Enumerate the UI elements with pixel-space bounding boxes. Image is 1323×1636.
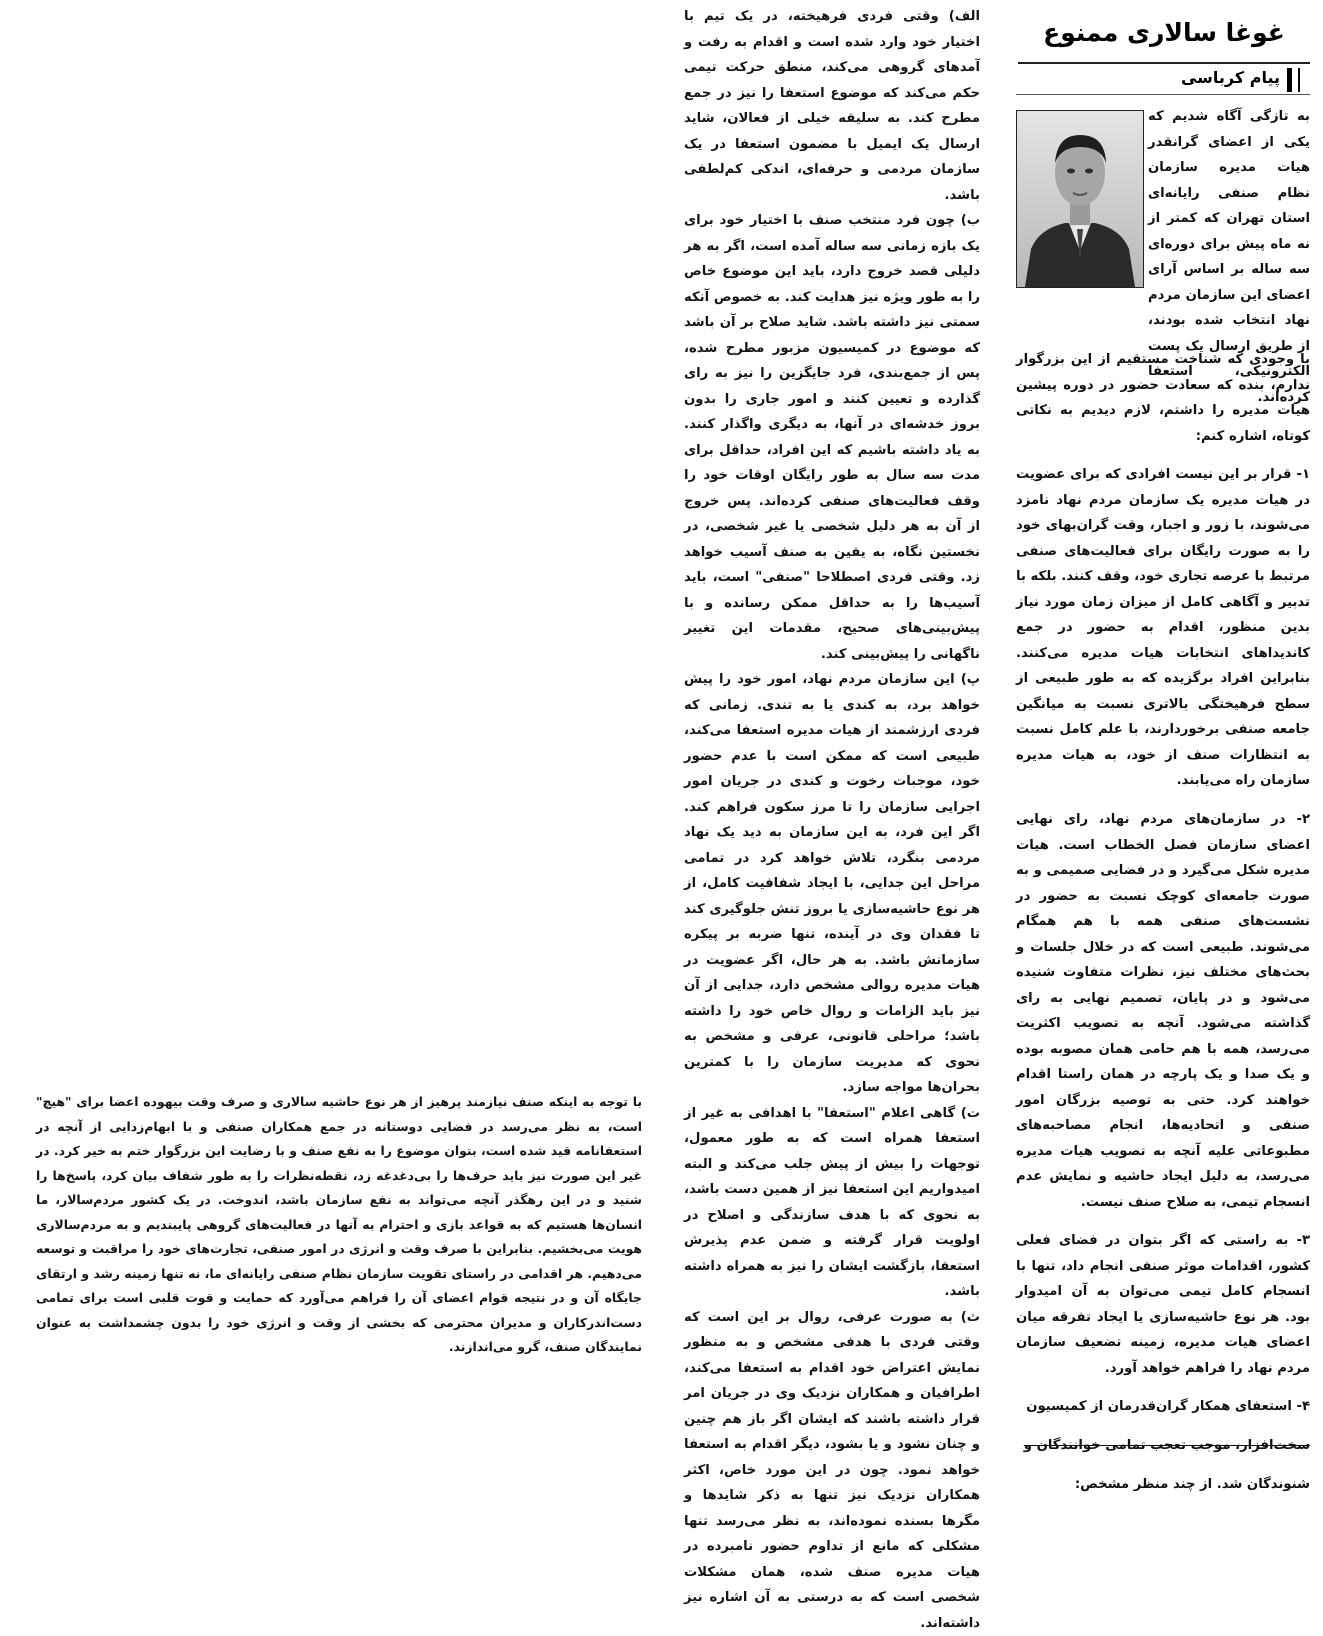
author-portrait-image [1017,111,1143,287]
article-headline: غوغا سالاری ممنوع [1016,18,1312,47]
author-byline: پیام کرباسی [1181,68,1280,87]
right-paragraph: ۴- استعفای همکار گران‌قدرمان از کمیسیون [1016,1394,1310,1420]
middle-column [684,4,980,1636]
middle-paragraph: ب) چون فرد منتخب صنف با اختیار خود برای یک بازه زمانی سه ساله آمده است، اگر به هر دلیلی قصد خروج دارد، باید این موضوع خاص را به طور ویژه نیز هدایت کند. به خصوص آنکه سمتی نیز داشته باشد. شاید صلاح بر آن باشد که موضوع در کمیسیون مزبور مطرح شده، پس از جمع‌بندی، فرد جایگزین را نیز به رای گذارده و تعیین کنند و امور جاری را بدون بروز خدشه‌ای در آنها، به دیگری واگذار کنند. به یاد داشته باشیم که این افراد، حداقل برای مدت سه سال به طور رایگان اوقات خود را وقف فعالیت‌های صنفی کرده‌اند. پس خروج از آن به هر دلیل شخصی یا غیر شخصی، در نخستین نگاه، به یقین به صنف آسیب خواهد زد. وقتی فردی اصطلاحا "صنفی" است، باید آسیب‌ها را به حداقل ممکن رسانده و با پیش‌بینی‌های صحیح، مقدمات این تغییر ناگهانی را پیش‌بینی کند. [684,208,980,667]
bottom-paragraph: با توجه به اینکه صنف نیازمند پرهیز از هر نوع حاشیه سالاری و صرف وقت بیهوده اعضا برای "هیچ" است، به نظر می‌رسد در فضایی دوستانه در جمع همکاران صنفی و با ابهام‌زدایی از آنچه در استعفانامه قید شده است، بتوان موضوع را به نفع صنف و با رضایت این بزرگوار ختم به خیر کرد. در غیر این صورت نیز باید حرف‌ها را بی‌دغدغه زد، نقطه‌نظرات را به طور شفاف بیان کرد، پاسخ‌ها را شنید و در این رهگذر آنچه می‌تواند به نفع سازمان باشد، اندوخت. در یک کشور مردم‌سالار، ما انسان‌ها هستیم که به قواعد بازی و احترام به آنها در فعالیت‌های گروهی پایبندیم و به مردم‌سالاری هویت می‌بخشیم. بنابراین با صرف وقت و انرژی در امور صنفی، تجارت‌های خود را مراقبت و توسعه می‌دهیم. هر اقدامی در راستای تقویت سازمان نظام صنفی رایانه‌ای ما، نه تنها زمینه رشد و ارتقای جایگاه آن و در نتیجه قوام اعضای آن را فراهم می‌آورد که حمایت و قوت قلبی است برای تمامی دست‌اندرکاران و مدیران محترمی که بخشی از وقت و انرژی خود را بدون چشمداشت به عنوان نمایندگان صنف، گرو می‌اندازند. [36,1090,642,1360]
right-paragraph: ۲- در سازمان‌های مردم نهاد، رای نهایی اعضای سازمان فصل الخطاب است. هیات مدیره شکل می‌گیرد و در فضایی صمیمی و به صورت جامعه‌ای کوچک نسبت به حضور در نشست‌های صنفی همه با هم همگام می‌شوند. طبیعی است که در خلال جلسات و بحث‌های مختلف نیز، نظرات متفاوت شنیده می‌شود و در پایان، تصمیم نهایی به رای گذاشته می‌شود. آنچه به تصویب اکثریت می‌رسد، همه با هم حامی همان مصوبه بوده و یک صدا و یک پارچه در همان راستا اقدام خواهند کرد. حتی به توصیه بزرگان امور صنفی و اتحادیه‌ها، انجام مصاحبه‌های مطبوعاتی علیه آنچه به تصویب هیات مدیره می‌رسد، به دلیل ایجاد حاشیه و نمایش عدم انسجام تیمی، به صلاح صنف نیست. [1016,807,1310,1215]
bottom-column [36,1090,642,1360]
article-intro: به تازگی آگاه شدیم که یکی از اعضای گرانقدر هیات مدیره سازمان نظام صنفی رایانه‌ای استان تهران که کمتر از نه ماه پیش برای دوره‌ای سه ساله بر اساس آرای اعضای این سازمان مردم نهاد انتخاب شده بودند، از طریق ارسال یک پست الکترونیکی، استعفا کرده‌اند. [1148,104,1310,410]
middle-paragraph: پ) این سازمان مردم نهاد، امور خود را پیش خواهد برد، به کندی یا به تندی. زمانی که فردی ارزشمند از هیات مدیره استعفا می‌کند، طبیعی است که ممکن است با عدم حضور خود، موجبات رخوت و کندی در جریان امور اجرایی سازمان را تا مرز سکون فراهم کند. اگر این فرد، به این سازمان به دید یک نهاد مردمی بنگرد، تلاش خواهد کرد در تمامی مراحل این جدایی، با ایجاد شفافیت کامل، از هر نوع حاشیه‌سازی یا بروز تنش جلوگیری کند تا فقدان وی در آینده، تنها ضربه بر پیکره سازمانش باشد. به هر حال، اگر عضویت در هیات مدیره روالی مشخص دارد، جدایی از آن نیز باید الزامات و روال خاص خود را داشته باشد؛ مراحلی قانونی، عرفی و مشخص به نحوی که مدیریت سازمان را با کمترین بحران‌ها مواجه سازد. [684,667,980,1101]
right-paragraph-tail: شنوندگان شد. از چند منظر مشخص: [1016,1472,1310,1498]
middle-paragraph: ت) گاهی اعلام "استعفا" با اهدافی به غیر از استعفا همراه است که به طور معمول، توجهات را بیش از پیش جلب می‌کند و البته امیدواریم این استعفا نیز از همین دست باشد، به نحوی که با هدف سازندگی و اصلاح در اولویت قرار گرفته و ضمن عدم پذیرش استعفا، بازگشت ایشان را نیز به همراه داشته باشد. [684,1101,980,1305]
middle-paragraph: ث) به صورت عرفی، روال بر این است که وقتی فردی با هدفی مشخص و به منظور نمایش اعتراض خود اقدام به استعفا می‌کند، اطرافیان و همکاران نزدیک وی در جریان امر قرار داشته باشند که ایشان اگر باز هم چنین و چنان نشود و یا بشود، دیگر اقدام به استعفا خواهد نمود. چون در این مورد خاص، اکثر همکاران نزدیک نیز تنها به ذکر شایدها و مگرها بسنده نموده‌اند، به نظر می‌رسد تنها مشکلی که مانع از تداوم حضور نامبرده در هیات مدیره صنف شده، همان مشکلات شخصی است که به درستی به آن اشاره نیز داشته‌اند. [684,1305,980,1636]
right-paragraph-struck: سخت‌افزار، موجب تعجب تمامی خوانندگان و [1016,1433,1310,1459]
byline-box [1016,64,1310,95]
right-paragraph: ۳- به راستی که اگر بتوان در فضای فعلی کشور، اقدامات موثر صنفی انجام داد، تنها با انسجام کامل تیمی می‌توان به آن امیدوار بود. هر نوع حاشیه‌سازی یا ایجاد تفرقه میان اعضای هیات مدیره، زمینه تضعیف سازمان مردم نهاد را فراهم خواهد آورد. [1016,1228,1310,1381]
middle-paragraph: الف) وقتی فردی فرهیخته، در یک تیم با اختیار خود وارد شده است و اقدام به رفت و آمدهای گروهی می‌کند، منطق حرکت تیمی حکم می‌کند که موضوع استعفا را نیز در جمع مطرح کند. به سلیقه خیلی از فعالان، شاید ارسال یک ایمیل با مضمون استعفا در یک سازمان مردمی و حرفه‌ای، اندکی کم‌لطفی باشد. [684,4,980,208]
right-paragraph: با وجودی که شناخت مستقیم از این بزرگوار ندارم، بنده که سعادت حضور در دوره پیشین هیات مدیره را داشتم، لازم دیدیم به نکاتی کوتاه، اشاره کنم: [1016,347,1310,449]
byline-marker-thin [1298,68,1300,92]
byline-marker-thick [1287,68,1292,92]
right-column [1016,334,1310,1511]
author-photo [1016,110,1144,288]
right-paragraph: ۱- قرار بر این نیست افرادی که برای عضویت در هیات مدیره یک سازمان مردم نهاد نامزد می‌شوند، با زور و اجبار، وقت گران‌بهای خود را به صورت رایگان برای فعالیت‌های صنفی مرتبط با عرصه تجاری خود، وقف کنند. بلکه با تدبیر و آگاهی کامل از میزان زمان مورد نیاز بدین منظور، اقدام به حضور در جمع کاندیداهای انتخابات هیات مدیره می‌کنند. بنابراین افراد برگزیده که به طور طبیعی از سطح فرهیختگی بالاتری نسبت به میانگین جامعه صنفی برخوردارند، با علم کامل نسبت به انتظارات صنف از خود، به هیات مدیره سازمان راه می‌یابند. [1016,462,1310,794]
